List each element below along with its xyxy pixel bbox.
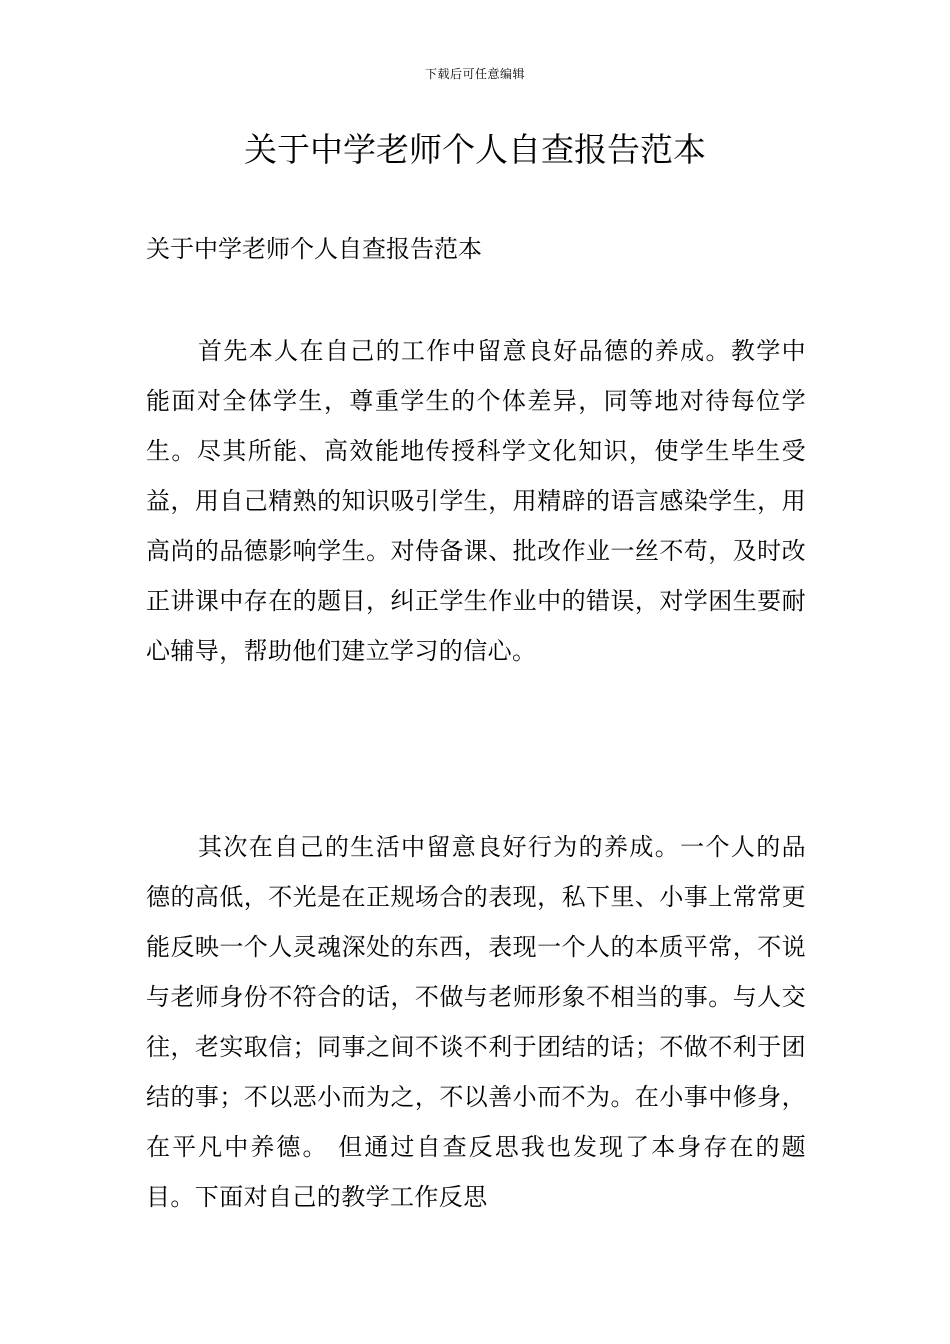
paragraph-1: 首先本人在自己的工作中留意良好品德的养成。教学中能面对全体学生，尊重学生的个体差异，同等地对待每位学生。尽其所能、高效能地传授科学文化知识，使学生毕生受益，用自己精熟的知识吸引学生，用精辟的语言感染学生，用高尚的品德影响学生。对侍备课、批改作业一丝不苟，及时改正讲课中存在的题目，纠正学生作业中的错误，对学困生要耐心辅导，帮助他们建立学习的信心。 bbox=[146, 337, 806, 665]
header-note: 下载后可任意编辑 bbox=[424, 67, 525, 81]
document-title: 关于中学老师个人自查报告范本 bbox=[244, 130, 706, 169]
document-subtitle: 关于中学老师个人自查报告范本 bbox=[146, 235, 482, 263]
paragraph-2: 其次在自己的生活中留意良好行为的养成。一个人的品德的高低，不光是在正规场合的表现，私下里、小事上常常更能反映一个人灵魂深处的东西，表现一个人的本质平常，不说与老师身份不符合的话，不做与老师形象不相当的事。与人交往，老实取信；同事之间不谈不利于团结的话；不做不利于团结的事；不以恶小而为之，不以善小而不为。在小事中修身，在平凡中养德。 但通过自查反思我也发现了本身存在的题目。下面对自己的教学工作反思 bbox=[146, 833, 806, 1211]
